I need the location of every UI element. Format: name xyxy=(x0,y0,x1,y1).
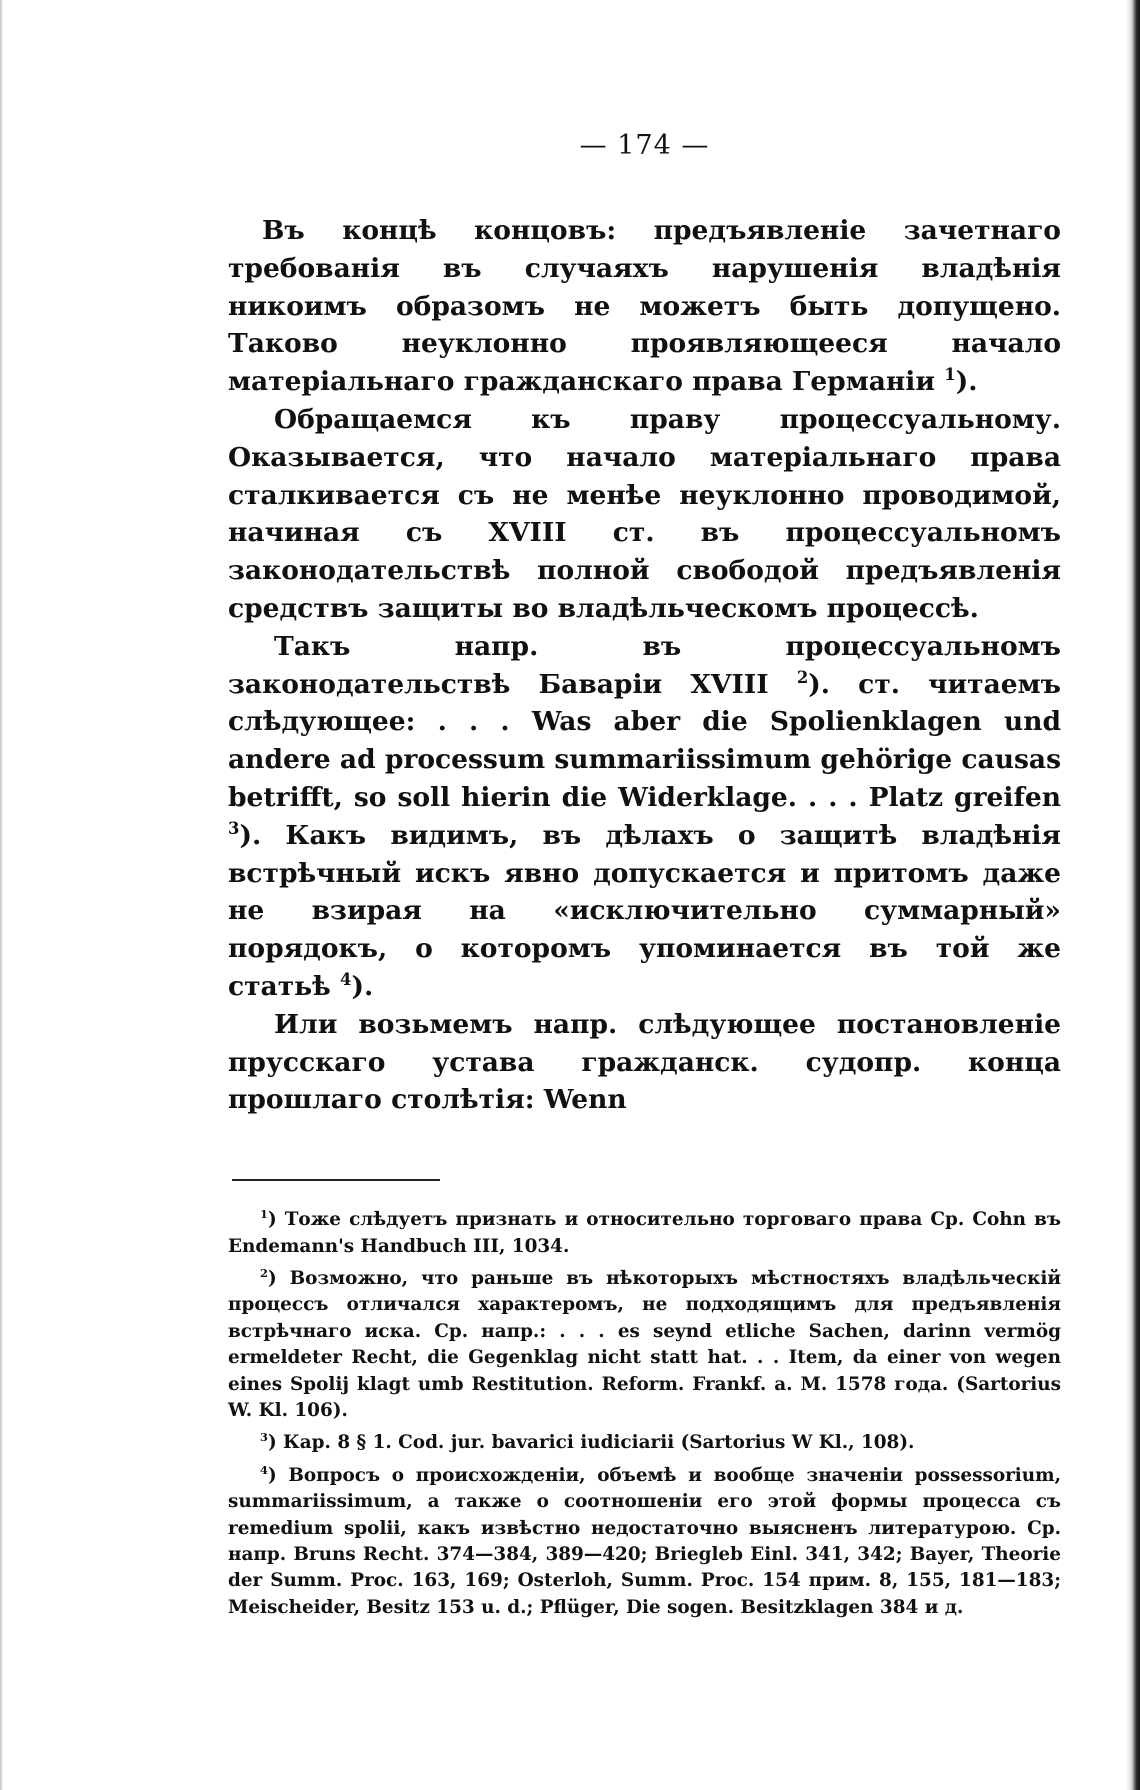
footnote-mark: 4 xyxy=(260,1462,268,1477)
paragraph-4 xyxy=(228,1006,1061,1119)
footnote-ref: 1 xyxy=(944,365,956,385)
page-number: — 174 — xyxy=(579,130,710,161)
paragraph-text: ). xyxy=(351,970,374,1002)
paragraph-text: Обращаемся къ праву процессуальному. Оказывается, что начало матеріальнаго права сталкивается съ не менѣе неуклонно проводимой, начиная съ XVIII ст. въ процессуальномъ законодательствѣ полной свободой предъявленія средствъ защиты во владѣльческомъ процессѣ. xyxy=(228,403,1061,624)
footnote-text: ) Кар. 8 § 1. Cod. jur. bavarici iudiciarii (Sartorius W Kl., 108). xyxy=(267,1432,915,1454)
footnote-text: ) Возможно, что раньше въ нѣкоторыхъ мѣстностяхъ владѣльческій процессъ отличался характеромъ, не подходящимъ для предъявленія встрѣчнаго иска. Ср. напр.: . . . es seynd etliche Sachen, darinn vermög ermeldeter Recht, die Gegenklag nicht statt hat. . . Item, da einer von wegen eines Spolij klagt umb Restitution. Reform. Frankf. a. M. 1578 года. (Sartorius W. Kl. 106). xyxy=(228,1267,1061,1421)
footnote-separator xyxy=(232,1179,440,1181)
paragraph-2 xyxy=(228,401,1061,628)
footnote-2 xyxy=(228,1266,1061,1424)
footnote-mark: 1 xyxy=(260,1207,268,1221)
paragraph-text: ). Какъ видимъ, въ дѣлахъ о защитѣ владѣнія встрѣчный искъ явно допускается и притомъ даже не взирая на «исключительно суммарный» порядокъ, о которомъ упоминается въ той же статьѣ xyxy=(228,819,1061,1002)
footnote-4 xyxy=(228,1463,1061,1621)
scan-left-edge xyxy=(0,0,3,1790)
footnote-3 xyxy=(228,1430,1061,1456)
main-text xyxy=(228,212,1061,1119)
footnote-1 xyxy=(228,1207,1061,1260)
paragraph-3 xyxy=(228,628,1061,1006)
book-page xyxy=(228,128,1061,1621)
paragraph-text: ). ст. читаемъ слѣдующее: . . . Was aber die Spolienklagen und andere ad processum summariissimum gehörige causas betrifft, so soll hierin die Widerklage. . . . Platz greifen xyxy=(228,668,1061,813)
footnote-text: ) Вопросъ о происхожденіи, объемѣ и вообще значеніи possessorium, summariissimum, а также о соотношеніи его этой формы процесса съ remedium spolii, какъ извѣстно недостаточно выясненъ литературою. Ср. напр. Bruns Recht. 374—384, 389—420; Briegleb Einl. 341, 342; Bayer, Theorie der Summ. Proc. 163, 169; Osterloh, Summ. Proc. 154 прим. 8, 155, 181—183; Meischeider, Besitz 153 u. d.; Pflüger, Die sogen. Besitzklagen 384 и д. xyxy=(228,1464,1061,1618)
footnote-text: ) Тоже слѣдуетъ признать и относительно торговаго права Ср. Cohn въ Endemann's Handbuch III, 1034. xyxy=(228,1209,1061,1257)
footnote-ref: 2 xyxy=(796,667,809,687)
paragraph-text: Такъ напр. въ процессуальномъ законодательствѣ Баваріи XVIII xyxy=(228,630,1061,700)
footnotes xyxy=(228,1207,1061,1621)
footnote-mark: 2 xyxy=(260,1265,268,1280)
footnote-ref: 3 xyxy=(228,818,240,838)
footnote-mark: 3 xyxy=(260,1430,268,1445)
scan-right-edge xyxy=(1126,0,1140,1790)
footnote-ref: 4 xyxy=(340,970,352,990)
paragraph-text: Въ концѣ концовъ: предъявленіе зачетнаго требованія въ случаяхъ нарушенія владѣнія никоимъ образомъ не можетъ быть допущено. Таково неуклонно проявляющееся начало матеріальнаго гражданскаго права Германіи xyxy=(228,215,1061,398)
paragraph-text: Или возьмемъ напр. слѣдующее постановленіе прусскаго устава гражданск. судопр. конца прошлаго столѣтія: Wenn xyxy=(228,1008,1061,1116)
paragraph-text: ). xyxy=(955,366,978,398)
paragraph-1 xyxy=(228,212,1061,401)
